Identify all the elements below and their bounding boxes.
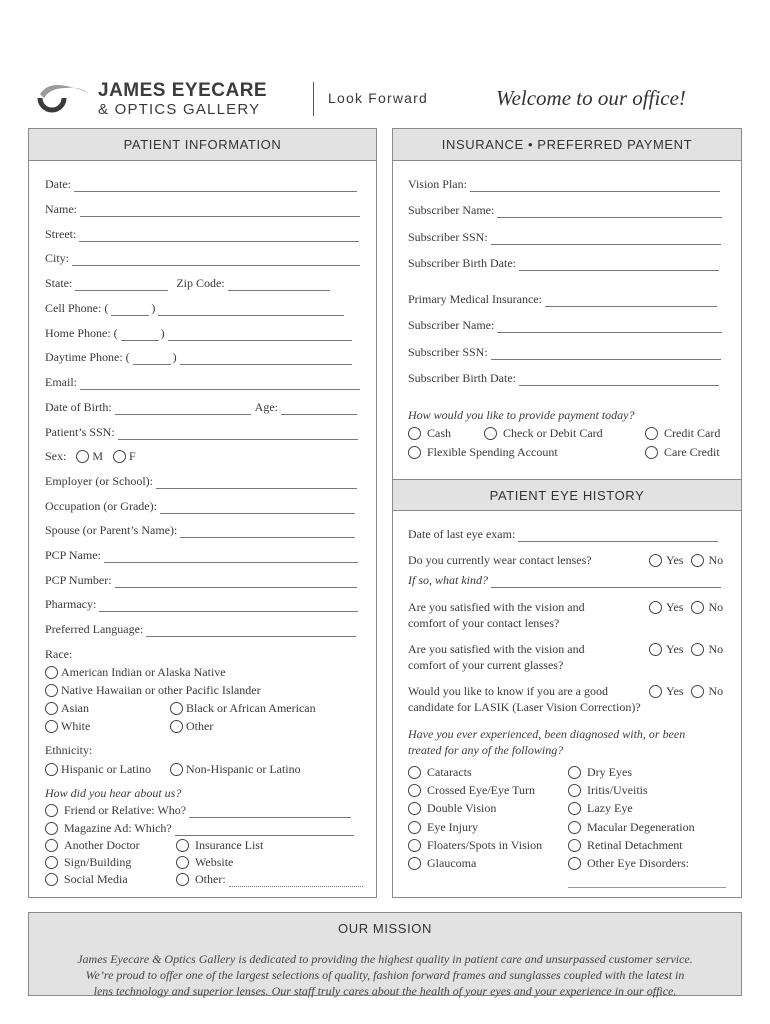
condition-option: Dry Eyes xyxy=(587,765,632,779)
subscriber-name-label: Subscriber Name: xyxy=(408,203,495,217)
q-contacts: Do you currently wear contact lenses? xyxy=(408,553,592,567)
condition-radio[interactable] xyxy=(568,857,581,870)
sex-f-label: F xyxy=(129,449,136,463)
name-field[interactable] xyxy=(80,206,360,217)
state-label: State: xyxy=(45,276,73,290)
yes-label: Yes xyxy=(666,642,684,656)
payment-question: How would you like to provide payment today? xyxy=(408,408,635,422)
condition-option: Other Eye Disorders: xyxy=(587,856,689,870)
condition-radio[interactable] xyxy=(408,839,421,852)
referral-option: Other: xyxy=(195,872,226,886)
referral-option: Website xyxy=(195,855,234,869)
race-radio[interactable] xyxy=(170,720,183,733)
referral-option: Magazine Ad: Which? xyxy=(64,821,172,835)
zip-field[interactable] xyxy=(228,280,330,291)
payment-radio[interactable] xyxy=(408,446,421,459)
mission-line: We’re proud to offer one of the largest selections of quality, fashion forward frames and sunglasses coupled with the latest in xyxy=(85,968,685,982)
subscriber-dob-field-2[interactable] xyxy=(519,375,719,386)
condition-radio[interactable] xyxy=(568,766,581,779)
referral-radio[interactable] xyxy=(45,804,58,817)
referral-radio[interactable] xyxy=(176,873,189,886)
daytime-area-field[interactable] xyxy=(133,354,171,365)
lasik-yes-radio[interactable] xyxy=(649,685,662,698)
q-diagnosed: Have you ever experienced, been diagnosed with, or been xyxy=(408,727,686,741)
pcp-name-label: PCP Name: xyxy=(45,548,101,562)
last-exam-label: Date of last eye exam: xyxy=(408,527,516,541)
ethnicity-radio[interactable] xyxy=(170,763,183,776)
condition-option: Iritis/Uveitis xyxy=(587,783,648,797)
last-exam-field[interactable] xyxy=(518,531,718,542)
referral-radio[interactable] xyxy=(45,839,58,852)
condition-radio[interactable] xyxy=(408,802,421,815)
payment-option: Check or Debit Card xyxy=(503,426,603,440)
race-option: Other xyxy=(186,719,214,733)
subscriber-ssn-field-2[interactable] xyxy=(491,349,721,360)
race-radio[interactable] xyxy=(45,720,58,733)
subscriber-name-field[interactable] xyxy=(497,207,722,218)
yes-label: Yes xyxy=(666,553,684,567)
satisfied-glasses-yes-radio[interactable] xyxy=(649,643,662,656)
pcp-name-field[interactable] xyxy=(104,552,358,563)
daytime-phone-label: Daytime Phone: ( xyxy=(45,350,130,364)
condition-radio[interactable] xyxy=(568,802,581,815)
condition-radio[interactable] xyxy=(568,839,581,852)
occupation-field[interactable] xyxy=(160,503,355,514)
mission-line: James Eyecare & Optics Gallery is dedicated to providing the highest quality in patient care and unsurpassed customer service. xyxy=(77,952,693,966)
referral-magazine-field[interactable] xyxy=(175,825,354,836)
zip-label: Zip Code: xyxy=(176,276,225,290)
condition-radio[interactable] xyxy=(568,821,581,834)
q-satisfied-contacts-2: comfort of your contact lenses? xyxy=(408,616,560,630)
race-label: Race: xyxy=(45,647,73,661)
referral-option: Sign/Building xyxy=(64,855,132,869)
q-satisfied-glasses-2: comfort of your current glasses? xyxy=(408,658,564,672)
race-radio[interactable] xyxy=(170,702,183,715)
subscriber-ssn-field[interactable] xyxy=(491,234,721,245)
ethnicity-radio[interactable] xyxy=(45,763,58,776)
referral-option: Insurance List xyxy=(195,838,264,852)
subscriber-name-label-2: Subscriber Name: xyxy=(408,318,495,332)
sex-m-label: M xyxy=(92,449,104,463)
tagline: Look Forward xyxy=(328,90,428,106)
ssn-field[interactable] xyxy=(118,429,358,440)
q-diagnosed-2: treated for any of the following? xyxy=(408,743,564,757)
sex-f-radio[interactable] xyxy=(113,450,126,463)
q-lasik: Would you like to know if you are a good xyxy=(408,684,608,698)
sex-m-radio[interactable] xyxy=(76,450,89,463)
no-label: No xyxy=(708,553,724,567)
date-label: Date: xyxy=(45,177,71,191)
condition-radio[interactable] xyxy=(408,857,421,870)
q-satisfied-contacts: Are you satisfied with the vision and xyxy=(408,600,585,614)
ssn-label: Patient’s SSN: xyxy=(45,425,115,439)
q-satisfied-glasses: Are you satisfied with the vision and xyxy=(408,642,585,656)
satisfied-contacts-no-radio[interactable] xyxy=(691,601,704,614)
race-option: Black or African American xyxy=(186,701,316,715)
q-kind: If so, what kind? xyxy=(408,573,488,587)
mission-title: OUR MISSION xyxy=(29,913,741,943)
subscriber-dob-field[interactable] xyxy=(519,260,719,271)
pcp-number-field[interactable] xyxy=(115,577,357,588)
daytime-phone-field[interactable] xyxy=(180,354,352,365)
employer-label: Employer (or School): xyxy=(45,474,153,488)
welcome-heading: Welcome to our office! xyxy=(496,86,686,110)
dob-label: Date of Birth: xyxy=(45,400,112,414)
brand-subname: & OPTICS GALLERY xyxy=(98,101,261,118)
condition-option: Glaucoma xyxy=(427,856,477,870)
referral-option: Another Doctor xyxy=(64,838,140,852)
race-option: Native Hawaiian or other Pacific Islander xyxy=(61,683,261,697)
condition-option: Retinal Detachment xyxy=(587,838,683,852)
date-field[interactable] xyxy=(74,181,357,192)
payment-radio[interactable] xyxy=(484,427,497,440)
spouse-field[interactable] xyxy=(180,527,355,538)
payment-radio[interactable] xyxy=(645,427,658,440)
home-phone-field[interactable] xyxy=(168,330,352,341)
condition-radio[interactable] xyxy=(408,821,421,834)
referral-question: How did you hear about us? xyxy=(45,786,182,800)
no-label: No xyxy=(708,600,724,614)
dob-field[interactable] xyxy=(115,404,251,415)
age-label: Age: xyxy=(254,400,278,414)
payment-option: Flexible Spending Account xyxy=(427,445,558,459)
condition-option: Macular Degeneration xyxy=(587,820,695,834)
race-radio[interactable] xyxy=(45,702,58,715)
race-radio[interactable] xyxy=(45,684,58,697)
insurance-title: INSURANCE • PREFERRED PAYMENT xyxy=(393,129,741,161)
email-label: Email: xyxy=(45,375,77,389)
city-label: City: xyxy=(45,251,70,265)
payment-option: Care Credit xyxy=(664,445,720,459)
condition-radio[interactable] xyxy=(408,784,421,797)
yes-label: Yes xyxy=(666,684,684,698)
ethnicity-option: Non-Hispanic or Latino xyxy=(186,762,301,776)
street-field[interactable] xyxy=(79,231,359,242)
condition-option: Lazy Eye xyxy=(587,801,633,815)
condition-radio[interactable] xyxy=(568,784,581,797)
payment-option: Credit Card xyxy=(664,426,721,440)
mission-line: lens technology and superior lenses. Our staff truly cares about the health of your eyes and your experience in our office. xyxy=(93,984,677,998)
condition-option: Double Vision xyxy=(427,801,497,815)
no-label: No xyxy=(708,642,724,656)
header-divider xyxy=(313,82,314,116)
brand-name: JAMES EYECARE xyxy=(98,80,268,101)
mission-panel xyxy=(28,912,742,996)
insurance-panel xyxy=(392,128,742,898)
payment-radio[interactable] xyxy=(645,446,658,459)
no-label: No xyxy=(708,684,724,698)
satisfied-glasses-no-radio[interactable] xyxy=(691,643,704,656)
race-radio[interactable] xyxy=(45,666,58,679)
other-disorders-field[interactable] xyxy=(568,877,726,888)
condition-option: Floaters/Spots in Vision xyxy=(427,838,543,852)
referral-radio[interactable] xyxy=(45,822,58,835)
home-paren: ) xyxy=(160,326,165,340)
age-field[interactable] xyxy=(281,404,357,415)
cell-paren: ) xyxy=(151,301,156,315)
condition-option: Cataracts xyxy=(427,765,472,779)
home-area-field[interactable] xyxy=(121,330,159,341)
referral-radio[interactable] xyxy=(45,873,58,886)
race-option: Asian xyxy=(61,701,89,715)
sex-label: Sex: xyxy=(45,449,67,463)
medical-insurance-field[interactable] xyxy=(545,296,717,307)
logo-icon xyxy=(36,80,92,116)
language-label: Preferred Language: xyxy=(45,622,144,636)
payment-option: Cash xyxy=(427,426,451,440)
name-label: Name: xyxy=(45,202,77,216)
referral-radio[interactable] xyxy=(176,839,189,852)
daytime-paren: ) xyxy=(172,350,177,364)
payment-radio[interactable] xyxy=(408,427,421,440)
satisfied-contacts-yes-radio[interactable] xyxy=(649,601,662,614)
ethnicity-option: Hispanic or Latino xyxy=(61,762,151,776)
cell-phone-label: Cell Phone: ( xyxy=(45,301,109,315)
vision-plan-field[interactable] xyxy=(470,181,720,192)
street-label: Street: xyxy=(45,227,77,241)
ethnicity-label: Ethnicity: xyxy=(45,743,93,757)
eye-history-title: PATIENT EYE HISTORY xyxy=(393,479,741,511)
pcp-number-label: PCP Number: xyxy=(45,573,112,587)
referral-radio[interactable] xyxy=(176,856,189,869)
home-phone-label: Home Phone: ( xyxy=(45,326,118,340)
lasik-no-radio[interactable] xyxy=(691,685,704,698)
spouse-label: Spouse (or Parent’s Name): xyxy=(45,523,178,537)
subscriber-dob-label-2: Subscriber Birth Date: xyxy=(408,371,516,385)
patient-info-panel xyxy=(28,128,377,898)
language-field[interactable] xyxy=(146,626,356,637)
employer-field[interactable] xyxy=(156,478,357,489)
city-field[interactable] xyxy=(72,255,360,266)
medical-insurance-label: Primary Medical Insurance: xyxy=(408,292,542,306)
cell-phone-field[interactable] xyxy=(158,305,344,316)
contacts-yes-radio[interactable] xyxy=(649,554,662,567)
referral-option: Friend or Relative: Who? xyxy=(64,803,187,817)
subscriber-dob-label: Subscriber Birth Date: xyxy=(408,256,516,270)
mission-text xyxy=(29,951,741,999)
condition-radio[interactable] xyxy=(408,766,421,779)
contact-kind-field[interactable] xyxy=(491,577,721,588)
subscriber-ssn-label: Subscriber SSN: xyxy=(408,230,488,244)
cell-area-field[interactable] xyxy=(111,305,149,316)
vision-plan-label: Vision Plan: xyxy=(408,177,467,191)
subscriber-ssn-label-2: Subscriber SSN: xyxy=(408,345,488,359)
occupation-label: Occupation (or Grade): xyxy=(45,499,157,513)
contacts-no-radio[interactable] xyxy=(691,554,704,567)
condition-option: Crossed Eye/Eye Turn xyxy=(427,783,535,797)
subscriber-name-field-2[interactable] xyxy=(497,322,722,333)
pharmacy-field[interactable] xyxy=(99,601,358,612)
pharmacy-label: Pharmacy: xyxy=(45,597,97,611)
race-option: American Indian or Alaska Native xyxy=(61,665,226,679)
q-lasik-2: candidate for LASIK (Laser Vision Correction)? xyxy=(408,700,641,714)
email-field[interactable] xyxy=(80,379,360,390)
referral-option: Social Media xyxy=(64,872,128,886)
condition-option: Eye Injury xyxy=(427,820,478,834)
patient-info-title: PATIENT INFORMATION xyxy=(29,129,376,161)
referral-other-field[interactable] xyxy=(229,876,363,887)
yes-label: Yes xyxy=(666,600,684,614)
referral-friend-field[interactable] xyxy=(189,807,351,818)
state-field[interactable] xyxy=(75,280,168,291)
referral-radio[interactable] xyxy=(45,856,58,869)
race-option: White xyxy=(61,719,91,733)
